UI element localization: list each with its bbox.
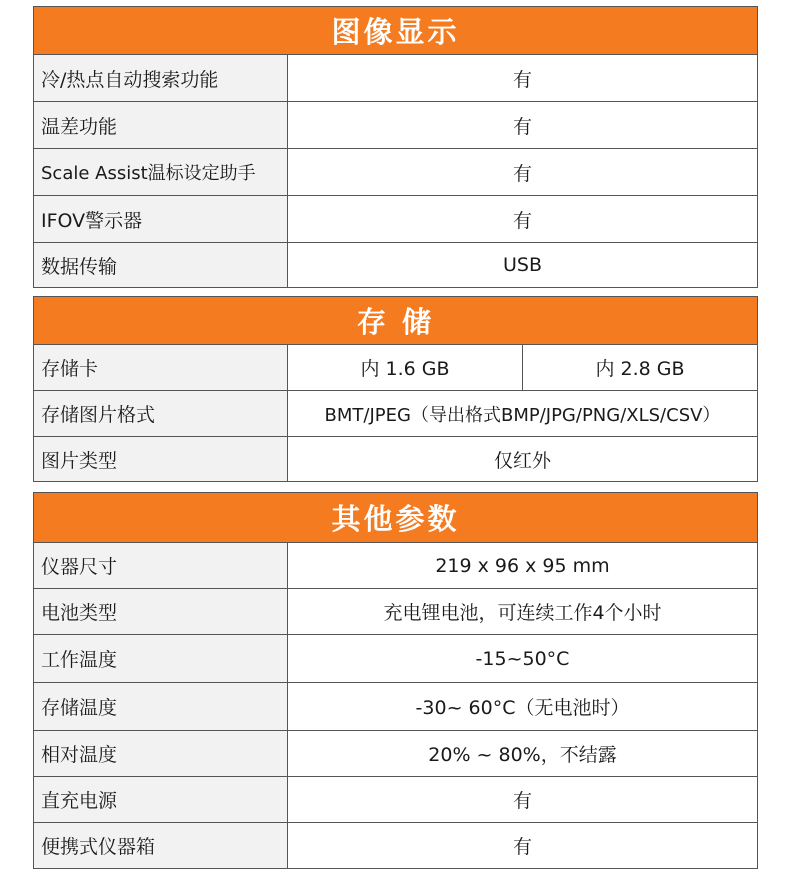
section-storage xyxy=(33,296,758,482)
row-label: IFOV警示器 xyxy=(34,196,288,242)
split-value xyxy=(288,345,757,390)
table-row xyxy=(34,543,757,589)
row-label: 数据传输 xyxy=(34,243,288,287)
section-title: 存 储 xyxy=(34,297,757,345)
table-row xyxy=(34,777,757,823)
row-value: 有 xyxy=(512,209,532,232)
table-row xyxy=(34,102,757,149)
table-row xyxy=(34,731,757,777)
row-value: -15~50°C xyxy=(475,647,570,670)
row-label: 仪器尺寸 xyxy=(34,543,288,588)
section-other-params xyxy=(33,492,758,869)
row-value: USB xyxy=(502,254,542,276)
row-value: 20% ~ 80%，不结露 xyxy=(428,744,617,766)
row-label: 存储图片格式 xyxy=(34,391,288,436)
table-row xyxy=(34,391,757,437)
row-value-right: 内 2.8 GB xyxy=(595,358,685,380)
section-image-display xyxy=(33,6,758,288)
row-label: 温差功能 xyxy=(34,102,288,148)
table-row xyxy=(34,243,757,287)
row-value: 仅红外 xyxy=(493,449,551,472)
row-label: 图片类型 xyxy=(34,437,288,481)
row-label: 存储温度 xyxy=(34,683,288,730)
row-value: 有 xyxy=(512,115,532,138)
row-value: 充电锂电池，可连续工作4个小时 xyxy=(383,602,662,624)
table-row xyxy=(34,823,757,868)
row-value: 219 x 96 x 95 mm xyxy=(435,554,610,577)
row-label: 电池类型 xyxy=(34,589,288,634)
row-value: 有 xyxy=(512,790,532,812)
row-label: 相对温度 xyxy=(34,731,288,776)
table-row xyxy=(34,437,757,481)
row-value-left: 内 1.6 GB xyxy=(288,345,523,390)
row-label: 直充电源 xyxy=(34,777,288,822)
table-row xyxy=(34,683,757,731)
row-value: -30~ 60°C（无电池时） xyxy=(415,697,630,719)
table-row xyxy=(34,345,757,391)
section-title: 其他参数 xyxy=(34,493,757,543)
row-value: 有 xyxy=(512,68,532,91)
row-label: 便携式仪器箱 xyxy=(34,823,288,868)
row-label: 存储卡 xyxy=(34,345,288,390)
table-row xyxy=(34,635,757,683)
row-label: Scale Assist温标设定助手 xyxy=(34,149,288,195)
table-row xyxy=(34,589,757,635)
row-value: 有 xyxy=(512,836,532,858)
section-title: 图像显示 xyxy=(34,7,757,55)
row-label: 冷/热点自动搜索功能 xyxy=(34,55,288,101)
table-row xyxy=(34,149,757,196)
row-label: 工作温度 xyxy=(34,635,288,682)
row-value: BMT/JPEG（导出格式BMP/JPG/PNG/XLS/CSV） xyxy=(324,404,721,426)
table-row xyxy=(34,55,757,102)
table-row xyxy=(34,196,757,243)
row-value: 有 xyxy=(512,162,532,185)
